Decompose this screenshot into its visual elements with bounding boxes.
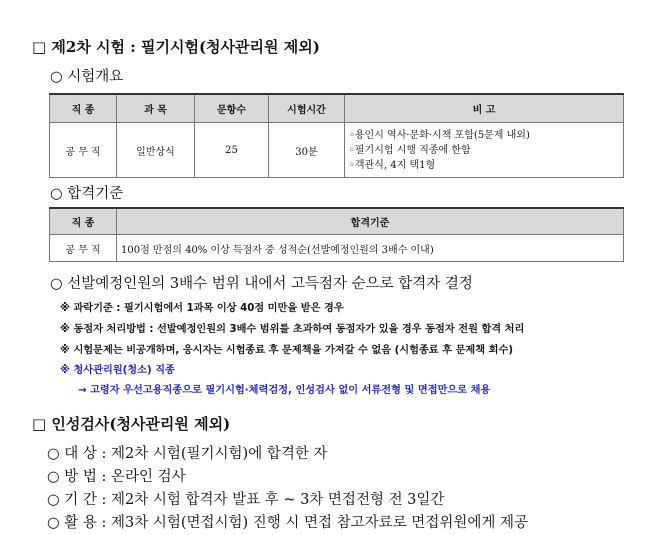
cell-questions: 25 <box>195 123 269 178</box>
cell-criteria: 100점 만점의 40% 이상 득점자 중 성적순(선발예정인원의 3배수 이내) <box>117 235 624 262</box>
overview-title: ○ 시험개요 <box>50 69 124 85</box>
pass-criteria-table <box>49 207 624 262</box>
header-job: 직 종 <box>50 94 117 123</box>
selection-line: ○ 선발예정인원의 3배수 범위 내에서 고득점자 순으로 합격자 결정 <box>50 276 473 292</box>
note-tie: ※ 동점자 처리방법 : 선발예정인원의 3배수 범위를 초과하여 동점자가 있을 경우 동점자 전원 합격 처리 <box>60 324 525 335</box>
cell-notes <box>345 123 624 178</box>
note-nondisclosure: ※ 시험문제는 비공개하며, 응시자는 시험종료 후 문제책을 가져갈 수 없음 (시험종료 후 문제책 회수) <box>60 345 513 356</box>
note-cutoff: ※ 과락기준 : 필기시험에서 1과목 이상 40점 미만을 받은 경우 <box>60 303 344 314</box>
note-line: ◦용인시 역사·문화·시책 포함(5문제 내외) <box>349 129 530 141</box>
cell-job: 공 무 직 <box>50 235 117 262</box>
item-target: ○ 대 상 : 제2차 시험(필기시험)에 합격한 자 <box>47 446 328 462</box>
note-line: ◦필기시험 시행 직종에 한함 <box>349 144 471 156</box>
pass-criteria-title: ○ 합격기준 <box>50 186 124 202</box>
cell-subject: 일반상식 <box>117 123 195 178</box>
note-line: ◦객관식, 4지 택1형 <box>349 159 436 171</box>
exam-overview-table <box>49 93 624 178</box>
header-criteria: 합격기준 <box>117 208 624 235</box>
note-cleaning-arrow: → 고령자 우선고용직종으로 필기시험·체력검정, 인성검사 없이 서류전형 및 면접만으로 채용 <box>78 385 491 396</box>
header-time: 시험시간 <box>269 94 345 123</box>
item-period: ○ 기 간 : 제2차 시험 합격자 발표 후 ~ 3차 면접전형 전 3일간 <box>47 492 445 508</box>
note-cleaning-staff: ※ 청사관리원(청소) 직종 <box>60 365 175 376</box>
header-subject: 과 목 <box>117 94 195 123</box>
cell-job: 공 무 직 <box>50 123 117 178</box>
header-questions: 문항수 <box>195 94 269 123</box>
header-notes: 비 고 <box>345 94 624 123</box>
item-method: ○ 방 법 : 온라인 검사 <box>47 469 186 485</box>
header-job: 직 종 <box>50 208 117 235</box>
cell-time: 30분 <box>269 123 345 178</box>
section2-title: □ 인성검사(청사관리원 제외) <box>32 415 231 433</box>
item-usage: ○ 활 용 : 제3차 시험(면접시험) 진행 시 면접 참고자료로 면접위원에게 제공 <box>47 515 528 531</box>
section1-title: □ 제2차 시험 : 필기시험(청사관리원 제외) <box>32 38 320 56</box>
